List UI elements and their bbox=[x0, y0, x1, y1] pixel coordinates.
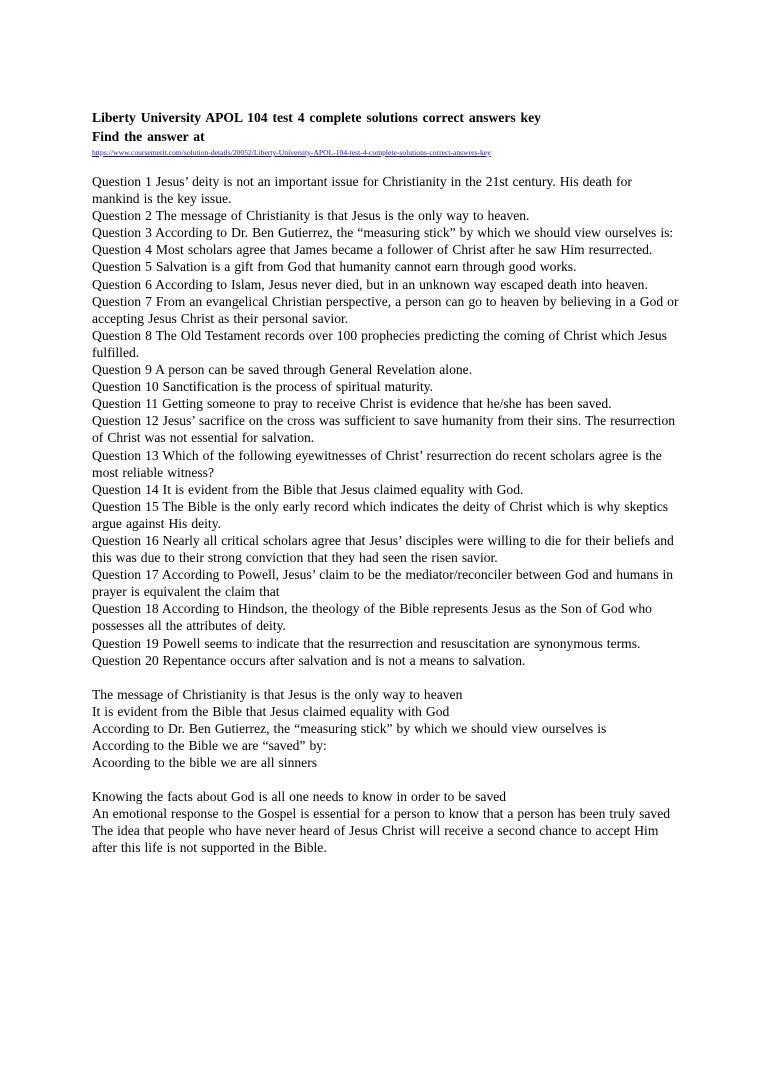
question-item: Question 13 Which of the following eyewitnesses of Christ’ resurrection do recent scholars agree is the most reliable witness? bbox=[92, 447, 662, 480]
question-item: Question 14 It is evident from the Bible that Jesus claimed equality with God. bbox=[92, 481, 524, 497]
answer-line: The message of Christianity is that Jesus is the only way to heaven bbox=[92, 686, 463, 702]
question-item: Question 5 Salvation is a gift from God that humanity cannot earn through good works. bbox=[92, 259, 577, 275]
question-item: Question 16 Nearly all critical scholars agree that Jesus’ disciples were willing to die for their beliefs and this was due to their strong conviction that they had seen the risen savior. bbox=[92, 532, 674, 566]
answer-line: According to Dr. Ben Gutierrez, the “measuring stick” by which we should view ourselves is bbox=[92, 720, 607, 736]
answer-line: Knowing the facts about God is all one needs to know in order to be saved bbox=[92, 789, 507, 805]
question-item: Question 1 Jesus’ deity is not an important issue for Christianity in the 21st century. His death for mankind is the key issue. bbox=[92, 174, 632, 207]
question-item: Question 9 A person can be saved through General Revelation alone. bbox=[92, 362, 473, 378]
question-item: Question 17 According to Powell, Jesus’ claim to be the mediator/reconciler between God and humans in prayer is equivalent the claim that bbox=[92, 567, 674, 600]
document-page bbox=[92, 108, 682, 857]
answer-line: An emotional response to the Gospel is essential for a person to know that a person has been truly saved bbox=[92, 806, 671, 822]
question-item: Question 2 The message of Christianity is that Jesus is the only way to heaven. bbox=[92, 208, 530, 224]
section-spacer bbox=[92, 669, 682, 686]
question-item: Question 18 According to Hindson, the theology of the Bible represents Jesus as the Son of God who possesses all the attributes of deity. bbox=[92, 601, 652, 634]
answer-line: Acoording to the bible we are all sinners bbox=[92, 755, 318, 771]
question-item: Question 10 Sanctification is the process of spiritual maturity. bbox=[92, 379, 434, 395]
answer-line: According to the Bible we are “saved” by: bbox=[92, 738, 327, 753]
question-item: Question 15 The Bible is the only early record which indicates the deity of Christ which is why skeptics argue against His deity. bbox=[92, 498, 669, 531]
question-item: Question 4 Most scholars agree that James became a follower of Christ after he saw Him resurrected. bbox=[92, 242, 653, 258]
question-item: Question 20 Repentance occurs after salvation and is not a means to salvation. bbox=[92, 652, 526, 668]
document-title-line2: Find the answer at bbox=[92, 129, 205, 144]
answer-line: The idea that people who have never heard of Jesus Christ will receive a second chance to accept Him after this life is not supported in the Bible. bbox=[92, 823, 659, 856]
section-spacer bbox=[92, 771, 682, 788]
answer-line: It is evident from the Bible that Jesus claimed equality with God bbox=[92, 703, 450, 719]
answer-block-2 bbox=[92, 788, 682, 856]
question-item: Question 7 From an evangelical Christian perspective, a person can go to heaven by believing in a God or accepting Jesus Christ as their personal savior. bbox=[92, 293, 679, 326]
question-item: Question 12 Jesus’ sacrifice on the cross was sufficient to save humanity from their sins. The resurrection of Christ was not essential for salvation. bbox=[92, 413, 676, 446]
question-item: Question 19 Powell seems to indicate that the resurrection and resuscitation are synonymous terms. bbox=[92, 635, 641, 651]
question-item: Question 3 According to Dr. Ben Gutierrez, the “measuring stick” by which we should view ourselves is: bbox=[92, 225, 674, 241]
solution-link[interactable]: https://www.coursemerit.com/solution-details/20052/Liberty-University-APOL-104-test-4-complete-solutions-correct-answers-key bbox=[92, 148, 491, 157]
question-list bbox=[92, 173, 682, 669]
question-item: Question 8 The Old Testament records over 100 prophecies predicting the coming of Christ which Jesus fulfilled. bbox=[92, 327, 667, 360]
answer-block-1 bbox=[92, 686, 682, 771]
document-title-line1: Liberty University APOL 104 test 4 complete solutions correct answers key bbox=[92, 110, 541, 125]
question-item: Question 11 Getting someone to pray to receive Christ is evidence that he/she has been saved. bbox=[92, 396, 612, 412]
question-item: Question 6 According to Islam, Jesus never died, but in an unknown way escaped death into heaven. bbox=[92, 276, 648, 292]
